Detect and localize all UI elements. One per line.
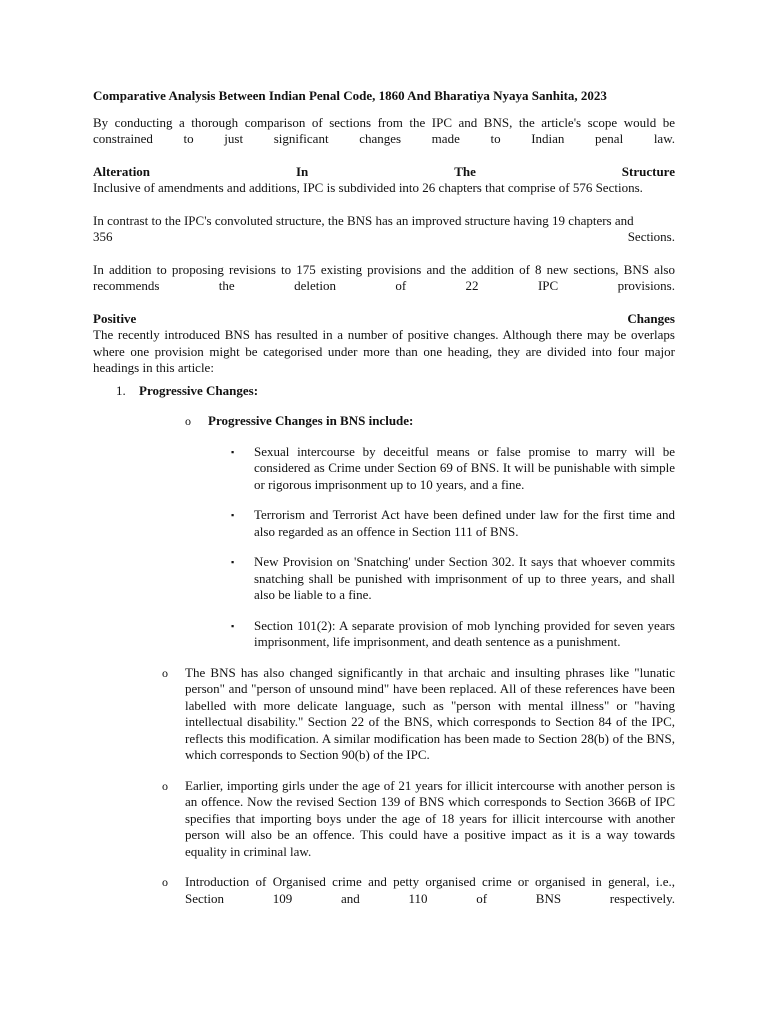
square-bullet-icon: ▪ — [231, 510, 235, 520]
structure-paragraph-1: Inclusive of amendments and additions, IPC is subdivided into 26 chapters that comprise of 576 Sections. — [93, 180, 643, 195]
bullet-text: Section 101(2): A separate provision of mob lynching provided for seven years imprisonment, life imprisonment, and death sentence as a punishment. — [254, 617, 675, 649]
heading-word: Alteration — [93, 163, 151, 179]
bullet-item — [93, 507, 675, 540]
sub-bullet-marker: o — [162, 875, 168, 889]
sub-item-text: Introduction of Organised crime and petty organised crime or organised in general, i.e., Section 109 and 110 of BNS respectively. — [185, 874, 675, 906]
bullet-text: Terrorism and Terrorist Act have been defined under law for the first time and also regarded as an offence in Section 111 of BNS. — [254, 507, 675, 539]
bullet-item — [93, 444, 675, 494]
sub-bullet-marker: o — [162, 778, 168, 793]
sub-item-progressive-in-bns — [93, 413, 675, 430]
heading-word: Structure — [621, 163, 675, 179]
heading-word: Changes — [627, 310, 675, 326]
square-bullet-icon: ▪ — [231, 620, 235, 631]
square-bullet-icon: ▪ — [231, 446, 235, 457]
sub-item-organised-crime — [93, 874, 675, 907]
sub-item-importing — [93, 778, 675, 861]
list-number: 1. — [116, 382, 126, 398]
bullet-text: New Provision on 'Snatching' under Section 302. It says that whoever commits snatching shall be punished with imprisonment of up to three years, and shall also be liable to a fine. — [254, 554, 675, 602]
structure-paragraph-3: In addition to proposing revisions to 175 existing provisions and the addition of 8 new sections, BNS also recommends the deletion of 22 IPC provisions. — [93, 261, 675, 293]
sub-item-text: Earlier, importing girls under the age of 21 years for illicit intercourse with another person is an offence. Now the revised Section 139 of BNS which corresponds to Section 366B of IPC specifies that importing boys under the age of 18 years for illicit intercourse with another person will also be an offence. This could have a positive impact as it is a way towards equality in criminal law. — [185, 777, 675, 859]
structure-paragraph-2-line1: In contrast to the IPC's convoluted structure, the BNS has an improved structure having 19 chapters and — [93, 212, 634, 228]
sections-word: Sections. — [627, 229, 675, 244]
list-item-progressive-changes — [116, 383, 675, 400]
square-bullet-icon: ▪ — [231, 557, 235, 567]
sub-bullet-marker: o — [162, 665, 168, 680]
structure-paragraph-2-line2 — [93, 229, 675, 246]
sections-count: 356 — [93, 229, 113, 244]
positive-changes-paragraph: The recently introduced BNS has resulted in a number of positive changes. Although there may be overlaps where one provision might be categorised under more than one heading, they are divided into four major headings in this article: — [93, 327, 675, 375]
sub-bullet-marker: o — [185, 414, 191, 428]
intro-paragraph: By conducting a thorough comparison of sections from the IPC and BNS, the article's scope would be constrained to just significant changes made to Indian penal law. — [93, 114, 675, 146]
heading-word: In — [295, 163, 309, 179]
document-title: Comparative Analysis Between Indian Penal Code, 1860 And Bharatiya Nyaya Sanhita, 2023 — [93, 88, 607, 103]
heading-word: Positive — [93, 310, 137, 326]
section-heading-structure — [93, 164, 675, 181]
document-page — [93, 88, 675, 907]
section-heading-positive-changes — [93, 311, 675, 328]
sub-item-text: The BNS has also changed significantly in that archaic and insulting phrases like "lunatic person" and "person of unsound mind" have been replaced. All of these references have been labelled with more delicate language, such as "person with mental illness" or "having intellectual disability." Section 22 of the BNS, which corresponds to Section 84 of the IPC, reflects this modification. A similar modification has been made to Section 28(b) of the BNS, which corresponds to Section 90(b) of the IPC. — [185, 664, 675, 762]
heading-word: The — [454, 163, 476, 179]
bullet-item — [93, 618, 675, 651]
list-item-label: Progressive Changes: — [139, 382, 259, 398]
bullet-text: Sexual intercourse by deceitful means or false promise to marry will be considered as Crime under Section 69 of BNS. It will be punishable with simple or rigorous imprisonment up to 10 years, and a fine. — [254, 443, 675, 492]
sub-item-label: Progressive Changes in BNS include: — [208, 413, 414, 428]
bullet-item — [93, 554, 675, 604]
sub-item-archaic-phrases — [93, 665, 675, 764]
